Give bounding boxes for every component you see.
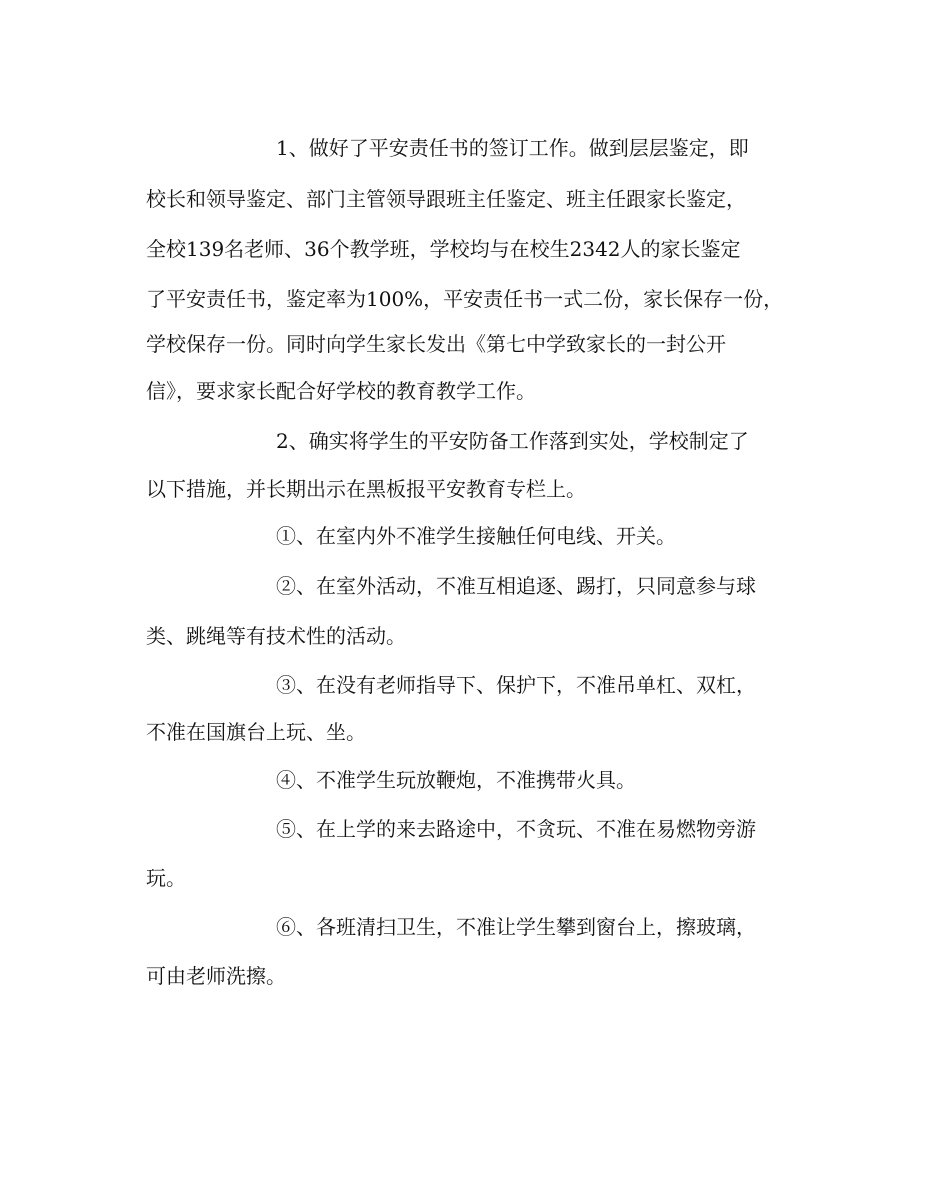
rule-2-line-2: 类、跳绳等有技术性的活动。 (146, 624, 406, 648)
paragraph-1-line-1: 1、做好了平安责任书的签订工作。做到层层鉴定，即 (276, 136, 749, 160)
paragraph-1-line-4: 了平安责任书，鉴定率为100%，平安责任书一式二份，家长保存一份， (146, 287, 784, 311)
paragraph-2-line-1: 2、确实将学生的平安防备工作落到实处，学校制定了 (276, 429, 749, 453)
rule-2-line-1: ②、在室外活动，不准互相追逐、踢打，只同意参与球 (276, 574, 756, 598)
rule-4: ④、不准学生玩放鞭炮，不准携带火具。 (276, 768, 636, 792)
rule-6-line-2: 可由老师洗擦。 (146, 964, 286, 988)
paragraph-1-line-3: 全校139名老师、36个教学班，学校均与在校生2342人的家长鉴定 (146, 237, 741, 261)
rule-5-line-2: 玩。 (146, 866, 186, 890)
paragraph-1-line-2: 校长和领导鉴定、部门主管领导跟班主任鉴定、班主任跟家长鉴定， (146, 187, 746, 211)
rule-1: ①、在室内外不准学生接触任何电线、开关。 (276, 524, 676, 548)
paragraph-2-line-2: 以下措施，并长期出示在黑板报平安教育专栏上。 (146, 477, 586, 501)
rule-6-line-1: ⑥、各班清扫卫生，不准让学生攀到窗台上，擦玻璃， (276, 915, 756, 939)
rule-5-line-1: ⑤、在上学的来去路途中，不贪玩、不准在易燃物旁游 (276, 817, 756, 841)
paragraph-1-line-6: 信》，要求家长配合好学校的教育教学工作。 (146, 379, 536, 403)
rule-3-line-2: 不准在国旗台上玩、坐。 (146, 720, 366, 744)
paragraph-1-line-5: 学校保存一份。同时向学生家长发出《第七中学致家长的一封公开 (146, 332, 726, 356)
rule-3-line-1: ③、在没有老师指导下、保护下，不准吊单杠、双杠， (276, 673, 756, 697)
